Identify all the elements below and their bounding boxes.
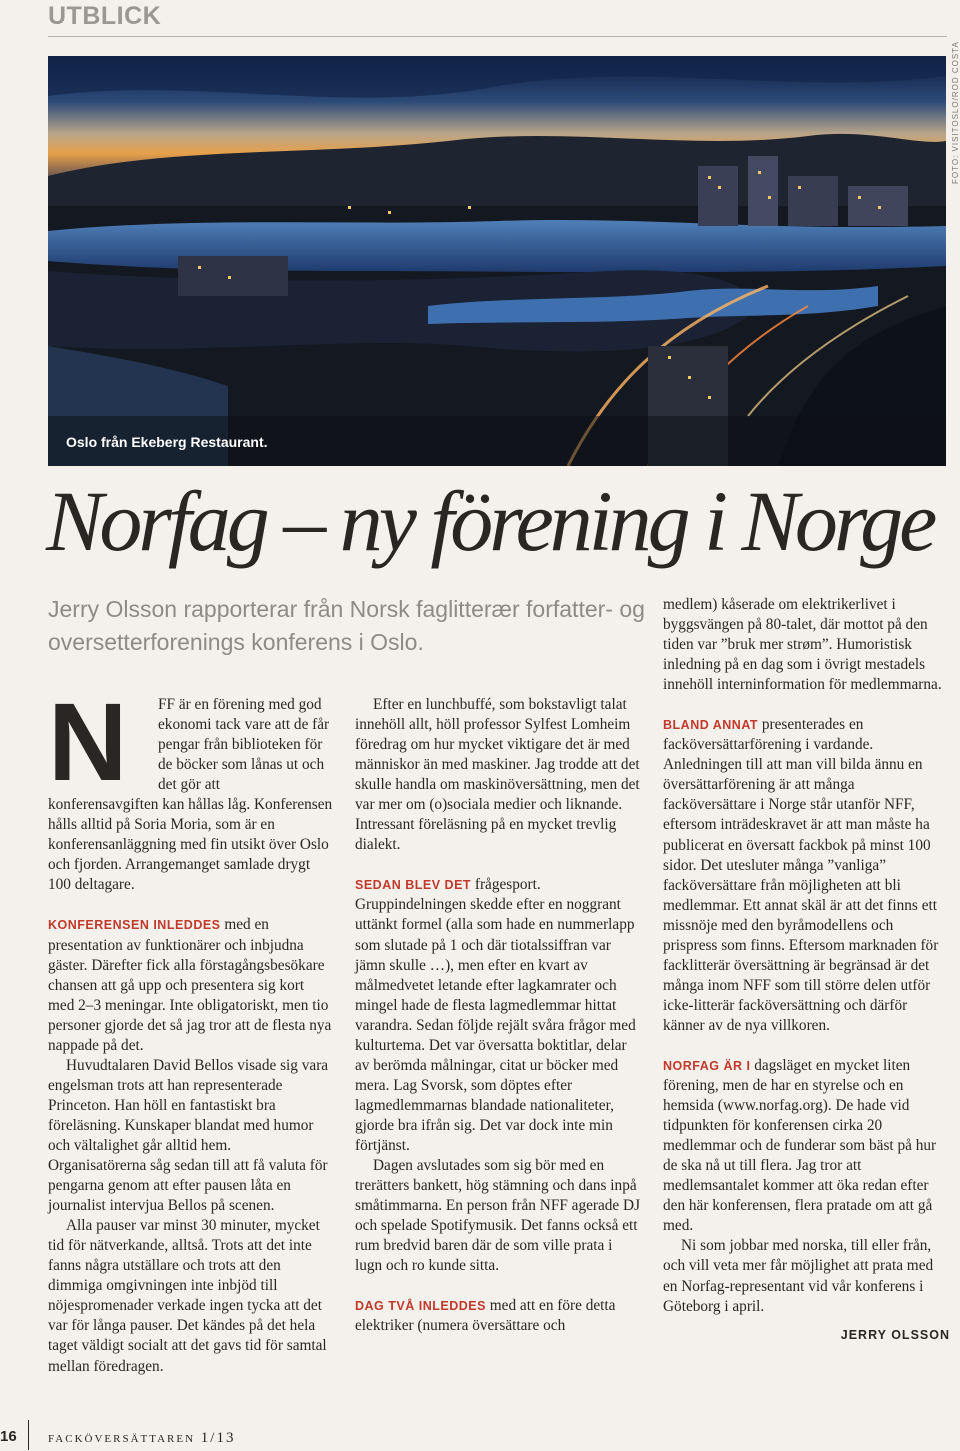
paragraph: NORFAG ÄR I dagsläget en mycket liten förening, men de har en styrelse och en hemsida (www.norfag.org). De hade vid tidpunkten för konferensen cirka 20 medlemmar och de funderar som bäst på hur de ska nå ut till flera. Jag tror att medlemsantalet kommer att öka redan efter den här konferensen, flera pratade om att gå med. (663, 1056, 937, 1235)
paragraph: BLAND ANNAT presenterades en facköversättarförening i vardande. Anledningen till att man vill bilda ännu en översättarförening är att många facköversättare i Norge står utanför NFF, eftersom inträdeskravet är att man måste ha publicerat en översatt fackbok på minst 100 sidor. Det utesluter många ”vanliga” facköversättare från möjligheten att bli medlemmar. Ett annat skäl är att det finns ett missnöje med den byråmodellens och prispress som finns. Eftersom marknaden för facklitterär översättning är begränsad är det många inom NFF som till större delen utför icke-litterär facköversättning och därför känner av de nya villkoren. (663, 716, 939, 1034)
paragraph: SEDAN BLEV DET frågesport. Gruppindelningen skedde efter en noggrant uttänkt formel (alla som hade en nummerlapp som slutade på 1 och där tiotalssiffran var jämn skulle …), men efter en kvart av målmedvetet letande efter lagkamrater och mingel hade de flesta lagmedlemmar hittat varandra. Sedan följde rejält svåra frågor med kulturtema. Det var översatta boktitlar, delar av berömda målningar, citat ur böcker med mera. Lag Svorsk, som döptes efter lagmedlemmarnas blandade nationaliteter, gjorde bra ifrån sig. Det var dock inte min förtjänst. (355, 876, 636, 1154)
drop-cap: N (48, 681, 128, 804)
photo-caption: Oslo från Ekeberg Restaurant. (66, 434, 268, 450)
paragraph: KONFERENSEN INLEDDES med en presentation av funktionärer och inbjudna gäster. Därefter fick alla förstagångsbesökare chansen att gå upp och presentera sig kort med 2–3 meningar. Inte obligatoriskt, men tio personer gjorde det så jag tror att de flesta nya nappade på det. (48, 916, 332, 1054)
run-in-head: DAG TVÅ INLEDDES (355, 1299, 486, 1314)
footer-divider (28, 1420, 29, 1450)
article-headline: Norfag – ny förening i Norge (46, 473, 934, 569)
article-column-1 (48, 681, 333, 1377)
oslo-photo (48, 56, 946, 466)
top-divider (48, 36, 947, 37)
paragraph: Dagen avslutades som sig bör med en trerätters bankett, hög stämning och dans inpå småtimmarna. En person från NFF agerade DJ och spelade Spotifymusik. Det fanns också ett rum bredvid baren där de som ville prata i lugn och ro kunde sitta. (355, 1157, 641, 1275)
article-column-2 (355, 695, 643, 1336)
paragraph: Efter en lunchbuffé, som bokstavligt talat innehöll allt, höll professor Sylfest Lomheim föredrag om hur mycket viktigare det är med människor än med maskiner. Jag trodde att det skulle handla om maskinöversättning, men det var mer om (o)sociala medier och liknande. Intressant föreläsning på en mycket trevlig dialekt. (355, 696, 640, 854)
section-label: UTBLICK (48, 2, 162, 30)
run-in-head: KONFERENSEN INLEDDES (48, 918, 221, 933)
run-in-head: BLAND ANNAT (663, 718, 759, 733)
paragraph: Huvudtalaren David Bellos visade sig vara engelsman trots att han representerade Princeton. Han höll en fantastiskt bra föreläsning. Kunskaper blandat med humor och vältalighet går alltid hem. Organisatörerna såg sedan till att få valuta för pengarna genom att efter pausen låta en journalist intervjua Bellos på scenen. (48, 1056, 329, 1215)
run-in-head: SEDAN BLEV DET (355, 878, 472, 893)
paragraph: DAG TVÅ INLEDDES med att en före detta elektriker (numera översättare och (355, 1297, 616, 1335)
paragraph: Alla pauser var minst 30 minuter, mycket tid för nätverkande, alltså. Trots att det inte fanns några utställare och trots att den dimmiga omgivningen inte inbjöd till nöjespromenader verkade ingen tycka att det var för långa pauser. Det kändes på det hela taget väldigt socialt att det gavs tid för samtal mellan föredragen. (48, 1217, 327, 1375)
page-number: 16 (0, 1428, 17, 1445)
byline: JERRY OLSSON (840, 1327, 950, 1342)
article-column-3 (663, 595, 950, 1345)
run-in-head: NORFAG ÄR I (663, 1058, 751, 1073)
article-dek: Jerry Olsson rapporterar från Norsk faglitterær forfatter- og oversetterforenings konferens i Oslo. (48, 596, 645, 655)
paragraph: Ni som jobbar med norska, till eller från, och vill veta mer får möjlighet att prata med en Norfag-representant vid vår konferens i Göteborg i april. (663, 1237, 934, 1315)
magazine-title: facköversättaren 1/13 (48, 1430, 236, 1446)
paragraph: FF är en förening med god ekonomi tack vare att de får pengar från biblioteken för de böcker som lånas ut och det gör att konferensavgiften kan hållas låg. Konferensen hålls alltid på Soria Moria, som är en konferensanläggning med fin utsikt över Oslo och fjorden. Arrangemanget samlade drygt 100 deltagare. (48, 696, 333, 894)
photo-credit: FOTO: VISITOSLO/ROD COSTA (951, 41, 960, 184)
paragraph: medlem) kåserade om elektrikerlivet i byggsvängen på 80-talet, där mottot på den tiden var ”bruk mer strøm”. Humoristisk inledning på en dag som i övrigt mestadels innehöll interninformation för medlemmarna. (663, 596, 942, 694)
